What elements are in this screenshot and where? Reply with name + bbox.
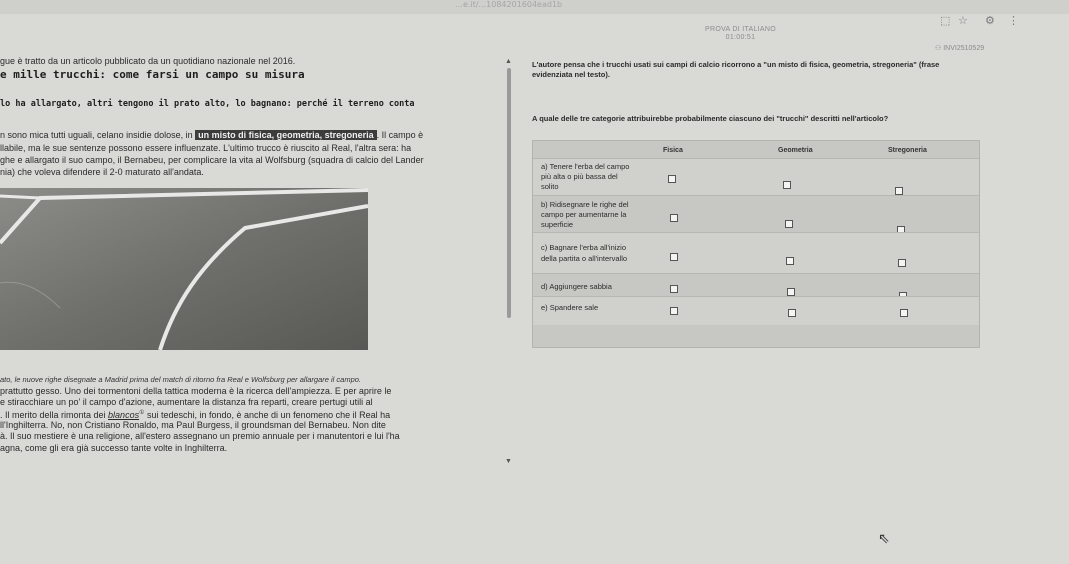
table-row bbox=[533, 296, 979, 325]
paragraph-line: nia) che voleva difendere il 2-0 maturato all'andata. bbox=[0, 167, 204, 177]
paragraph-line: ghe e allargato il suo campo, il Bernabeu, per complicare la vita al Wolfsburg (squadra di calcio del Lander bbox=[0, 155, 424, 165]
menu-icon[interactable]: ⋮ bbox=[1008, 15, 1019, 27]
translate-icon[interactable]: ⬚ bbox=[940, 15, 951, 27]
row-label: a) Tenere l'erba del campo bbox=[541, 162, 630, 171]
article-scrollbar[interactable] bbox=[505, 58, 513, 468]
bookmark-star-icon[interactable]: ☆ bbox=[958, 15, 968, 27]
checkbox-d-fisica[interactable] bbox=[670, 285, 678, 293]
row-label: della partita o all'intervallo bbox=[541, 254, 628, 263]
paragraph-line: prattutto gesso. Uno dei tormentoni della tattica moderna è la ricerca dell'ampiezza. E per aprire le bbox=[0, 386, 392, 396]
checkbox-e-fisica[interactable] bbox=[670, 307, 678, 315]
user-badge bbox=[935, 44, 984, 52]
row-label: b) Ridisegnare le righe del bbox=[541, 200, 629, 209]
paragraph-line: agna, come gli era già successo tante volte in Inghilterra. bbox=[0, 443, 228, 453]
exam-timer: 01:00:51 bbox=[725, 34, 756, 41]
scroll-up-icon[interactable]: ▲ bbox=[505, 58, 512, 65]
text-span: n sono mica tutti uguali, celano insidie dolose, in bbox=[0, 130, 196, 140]
answer-grid bbox=[532, 140, 980, 348]
checkbox-c-geometria[interactable] bbox=[786, 257, 794, 265]
column-header-stregoneria: Stregoneria bbox=[888, 147, 927, 154]
article-title: e mille trucchi: come farsi un campo su misura bbox=[0, 68, 305, 81]
paragraph-line: llabile, ma le sue sentenze possono essere influenzate. L'ultimo trucco è riuscito al Real, l'altra sera: ha bbox=[0, 143, 412, 153]
checkbox-a-fisica[interactable] bbox=[668, 175, 676, 183]
table-row bbox=[533, 158, 979, 195]
exam-title: PROVA DI ITALIANO bbox=[705, 26, 776, 33]
checkbox-a-geometria[interactable] bbox=[783, 181, 791, 189]
column-header-fisica: Fisica bbox=[663, 147, 683, 154]
text-span: . Il merito della rimonta dei bbox=[0, 410, 109, 420]
checkbox-b-geometria[interactable] bbox=[785, 220, 793, 228]
table-row bbox=[533, 195, 979, 232]
column-header-geometria: Geometria bbox=[778, 147, 813, 154]
article-intro: gue è tratto da un articolo pubblicato da un quotidiano nazionale nel 2016. bbox=[0, 56, 296, 66]
highlighted-phrase: un misto di fisica, geometria, stregoneria bbox=[195, 130, 377, 140]
scroll-thumb[interactable] bbox=[507, 68, 511, 318]
checkbox-a-stregoneria[interactable] bbox=[895, 187, 903, 195]
row-label: d) Aggiungere sabbia bbox=[541, 282, 612, 291]
paragraph-line: ll'Inghilterra. No, non Cristiano Ronaldo, ma Paul Burgess, il groundsman del Bernabeu. Non dite bbox=[0, 420, 386, 430]
footnote-link[interactable]: blancos bbox=[108, 410, 140, 420]
address-bar[interactable]: …e.it/...1084201604ead1b bbox=[455, 0, 563, 9]
question-text: A quale delle tre categorie attribuirebbe probabilmente ciascuno dei "trucchi" descritti nell'articolo? bbox=[532, 114, 889, 123]
row-label: superficie bbox=[541, 220, 574, 229]
mouse-cursor-icon: ⇖ bbox=[878, 530, 890, 546]
table-row bbox=[533, 232, 979, 273]
checkbox-d-geometria[interactable] bbox=[787, 288, 795, 296]
footnote-marker[interactable]: ① bbox=[139, 410, 145, 416]
row-label: solito bbox=[541, 182, 559, 191]
row-label: campo per aumentarne la bbox=[541, 210, 627, 219]
stadium-photo bbox=[0, 188, 368, 350]
text-span: sui tedeschi, in fondo, è anche di un fenomeno che il Real ha bbox=[144, 410, 391, 420]
row-label: più alta o più bassa del bbox=[541, 172, 618, 181]
article-panel bbox=[0, 0, 505, 564]
photo-caption: ato, le nuove righe disegnate a Madrid prima del match di ritorno fra Real e Wolfsburg per allargare il campo. bbox=[0, 374, 362, 384]
question-statement-cont: evidenziata nel testo). bbox=[532, 70, 610, 79]
checkbox-e-geometria[interactable] bbox=[788, 309, 796, 317]
paragraph-line: e stiracchiare un po' il campo d'azione, aumentare la distanza fra reparti, creare pertugi utili al bbox=[0, 397, 373, 407]
checkbox-c-fisica[interactable] bbox=[670, 253, 678, 261]
checkbox-b-fisica[interactable] bbox=[670, 214, 678, 222]
paragraph-line: à. Il suo mestiere è una religione, all'estero assegnano un premio annuale per i manutentori e lui l'ha bbox=[0, 431, 400, 441]
exam-header bbox=[705, 26, 776, 42]
user-icon: ⚇ bbox=[935, 45, 944, 52]
paragraph-line bbox=[0, 408, 390, 420]
checkbox-c-stregoneria[interactable] bbox=[898, 259, 906, 267]
row-label: c) Bagnare l'erba all'inizio bbox=[541, 243, 626, 252]
row-label: e) Spandere sale bbox=[541, 303, 599, 312]
article-subtitle: lo ha allargato, altri tengono il prato alto, lo bagnano: perché il terreno conta bbox=[0, 99, 415, 109]
user-label: INVI2510529 bbox=[943, 45, 985, 52]
settings-icon[interactable]: ⚙ bbox=[985, 15, 995, 27]
checkbox-e-stregoneria[interactable] bbox=[900, 309, 908, 317]
question-statement: L'autore pensa che i trucchi usati sui campi di calcio ricorrono a "un misto di fisica, geometria, stregoneria" (frase bbox=[532, 60, 940, 69]
table-row bbox=[533, 273, 979, 296]
text-span: . Il campo è bbox=[376, 130, 424, 140]
paragraph-line bbox=[0, 130, 423, 140]
scroll-down-icon[interactable]: ▼ bbox=[505, 458, 512, 465]
